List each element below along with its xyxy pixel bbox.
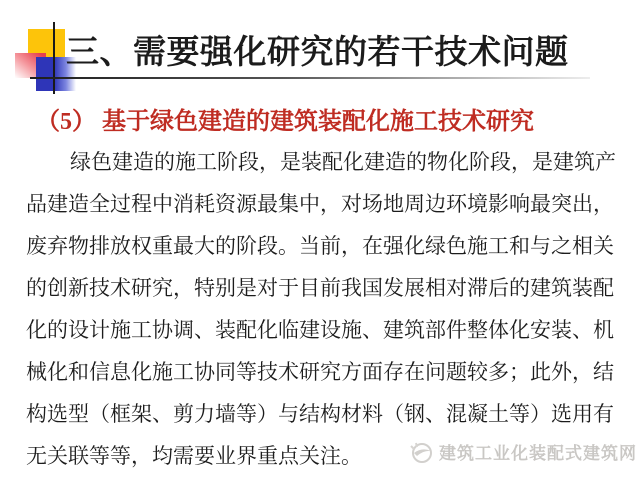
body-line: 的创新技术研究，特别是对于目前我国发展相对滞后的建筑装配 bbox=[26, 276, 614, 300]
body-line: 绿色建造的施工阶段，是装配化建造的物化阶段，是建筑产 bbox=[70, 150, 616, 174]
body-paragraph bbox=[26, 141, 614, 477]
circle-swoosh-logo-icon bbox=[408, 440, 434, 464]
body-line: 品建造全过程中消耗资源最集中，对场地周边环境影响最突出， bbox=[26, 192, 614, 216]
watermark-text: 建筑工业化装配式建筑网 bbox=[439, 444, 637, 463]
body-line: 械化和信息化施工协同等技术研究方面存在问题较多；此外，结 bbox=[26, 360, 614, 384]
body-line: 构选型（框架、剪力墙等）与结构材料（钢、混凝土等）选用有 bbox=[26, 402, 614, 426]
title-underline bbox=[30, 77, 590, 79]
section-subtitle: （5） 基于绿色建造的建筑装配化施工技术研究 bbox=[36, 109, 534, 135]
body-line: 化的设计施工协调、装配化临建设施、建筑部件整体化安装、机 bbox=[26, 318, 614, 342]
watermark bbox=[408, 439, 637, 464]
body-line: 废弃物排放权重最大的阶段。当前，在强化绿色施工和与之相关 bbox=[26, 234, 614, 258]
decor-vertical-line bbox=[53, 22, 55, 94]
body-line: 无关联等等，均需要业界重点关注。 bbox=[26, 444, 362, 468]
page-title: 三、需要强化研究的若干技术问题 bbox=[66, 33, 569, 70]
